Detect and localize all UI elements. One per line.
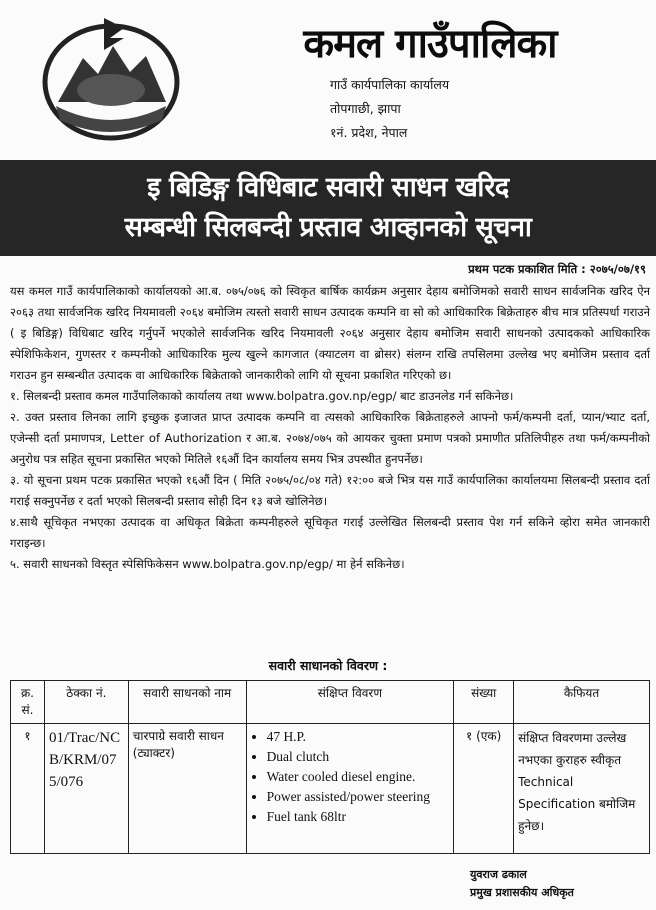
header-contract-no: ठेक्का नं.: [44, 681, 128, 724]
intro-paragraph: यस कमल गाउँ कार्यपालिकाको कार्यालयको आ.ब. ०७५/०७६ को स्विकृत बार्षिक कार्यक्रम अनुसार देहाय बमोजिमको सवारी साधन सार्वजनिक खरिद ऐन २०६३ तथा सार्वजनिक खरिद नियमावली २०६४ बमोजिम त्यस्तो सवारी साधन उत्पादक कम्पनि वा सो को आधिकारिक बिक्रेताहरु बीच मात्र प्रतिस्पर्धा गराउने ( इ बिडिङ्ग) विधिबाट खरिद गर्नुपर्ने भएकोले सार्वजनिक खरिद नियमावली २०६४ अनुसार देहाय बमोजिम सवारी साधनको उत्पादकको आधिकारिक स्पेशिफिकेशन, गुणस्तर र कम्पनीको आधिकारिक मुल्य खुल्ने कागजात (क्याटलग वा ब्रोसर) संलग्न राखि तपसिलमा उल्लेख भए बमोजिम प्रस्ताव दर्ता गराउन हुन सम्बन्धीत उत्पादक वा आधिकारिक बिक्रेताको जानकारीको लागि यो सूचना प्रकाशित गरिएको छ।: [10, 284, 650, 382]
signatory-name: युवराज ढकाल: [470, 868, 527, 881]
cell-description: [246, 724, 454, 854]
vehicle-details-table: [10, 680, 650, 854]
clause-1: १. सिलबन्दी प्रस्ताव कमल गाउँपालिकाको कार्यालय तथा www.bolpatra.gov.np/egp/ बाट डाउनलेड गर्न सकिनेछ।: [10, 389, 514, 403]
clause-4: ४.साथै सूचिकृत नभएका उत्पादक वा अधिकृत बिक्रेता कम्पनीहरुले सूचिकृत गराई उल्लेखित सिलबन्दी प्रस्ताव पेश गर्न सकिने व्होरा समेत जानकारी गराइन्छ।: [10, 515, 650, 550]
nepal-emblem-icon: [28, 10, 194, 142]
cell-remarks: संक्षिप्त विवरणमा उल्लेख नभएका कुराहरु स्वीकृत Technical Specification बमोजिम हुनेछ।: [514, 724, 650, 854]
spec-item: • Water cooled diesel engine.: [267, 767, 450, 787]
spec-item: • Power assisted/power steering: [267, 787, 450, 807]
address-line-office: गाउँ कार्यपालिका कार्यालय: [330, 77, 450, 92]
cell-vehicle-name: चारपाग्रे सवारी साधन (ट्याक्टर): [128, 724, 246, 854]
clause-3: ३. यो सूचना प्रथम पटक प्रकासित भएको १६औं दिन ( मिति २०७५/०८/०४ गते) १२:०० बजे भित्र यस गाउँ कार्यपालिका कार्यालयमा सिलबन्दी प्रस्ताव दर्ता गराई सक्नुपर्नेछ र दर्ता भएको सिलबन्दी प्रस्ताव सोही दिन १३ बजे खोलिनेछ।: [10, 473, 650, 508]
clause-2: २. उक्त प्रस्ताव लिनका लागि इच्छुक इजाजत प्राप्त उत्पादक कम्पनि वा त्यसको आधिकारिक बिक्रेताहरुले आफ्नो फर्म/कम्पनी दर्ता, प्यान/भ्याट दर्ता, एजेन्सी दर्ता प्रमाणपत्र, Letter of Authorization र आ.ब. २०७४/०७५ को आयकर चुक्ता प्रमाण पत्रको प्रमाणीत प्रतिलिपीहरु तथा फर्म/कम्पनीको अनुरोध पत्र सहित सूचना प्रकासित भएको मितिले १६औं दिन कार्यालय समय भित्र उपस्थीत हुनपर्नेछ।: [10, 410, 650, 466]
notice-title-line-1: इ बिडिङ्ग विधिबाट सवारी साधन खरिद: [147, 172, 509, 203]
publication-date: प्रथम पटक प्रकाशित मिति : २०७५/०७/१९: [468, 262, 646, 276]
header-serial: क्र. सं.: [11, 681, 45, 724]
signature-block: [470, 866, 574, 902]
cell-contract-no: 01/Trac/NCB/KRM/075/076: [44, 724, 128, 854]
clause-5: ५. सवारी साधनको विस्तृत स्पेसिफिकेसन www.bolpatra.gov.np/egp/ मा हेर्न सकिनेछ।: [10, 557, 405, 571]
address-line-location: तोपगाछी, झापा: [330, 101, 401, 116]
notice-body: [10, 281, 650, 575]
table-title: सवारी साधानको विवरण :: [268, 658, 388, 673]
notice-header: [0, 0, 656, 158]
spec-list: [251, 727, 450, 827]
notice-title-line-2: सम्बन्धी सिलबन्दी प्रस्ताव आव्हानको सूचना: [124, 212, 532, 243]
signatory-title: प्रमुख प्रशासकीय अधिकृत: [470, 886, 574, 899]
spec-item: • Dual clutch: [267, 747, 450, 767]
table-header-row: [11, 681, 650, 724]
cell-serial: १: [11, 724, 45, 854]
header-vehicle-name: सवारी साधनको नाम: [128, 681, 246, 724]
header-description: संक्षिप्त विवरण: [246, 681, 454, 724]
table-row: [11, 724, 650, 854]
header-remarks: कैफियत: [514, 681, 650, 724]
address-line-province: १नं. प्रदेश, नेपाल: [330, 125, 408, 140]
cell-quantity: १ (एक): [454, 724, 514, 854]
notice-title-banner: [0, 160, 656, 256]
office-name: कमल गाउँपालिका: [303, 21, 557, 67]
header-quantity: संख्या: [454, 681, 514, 724]
spec-item: • Fuel tank 68ltr: [267, 807, 450, 827]
spec-item: • 47 H.P.: [267, 727, 450, 747]
